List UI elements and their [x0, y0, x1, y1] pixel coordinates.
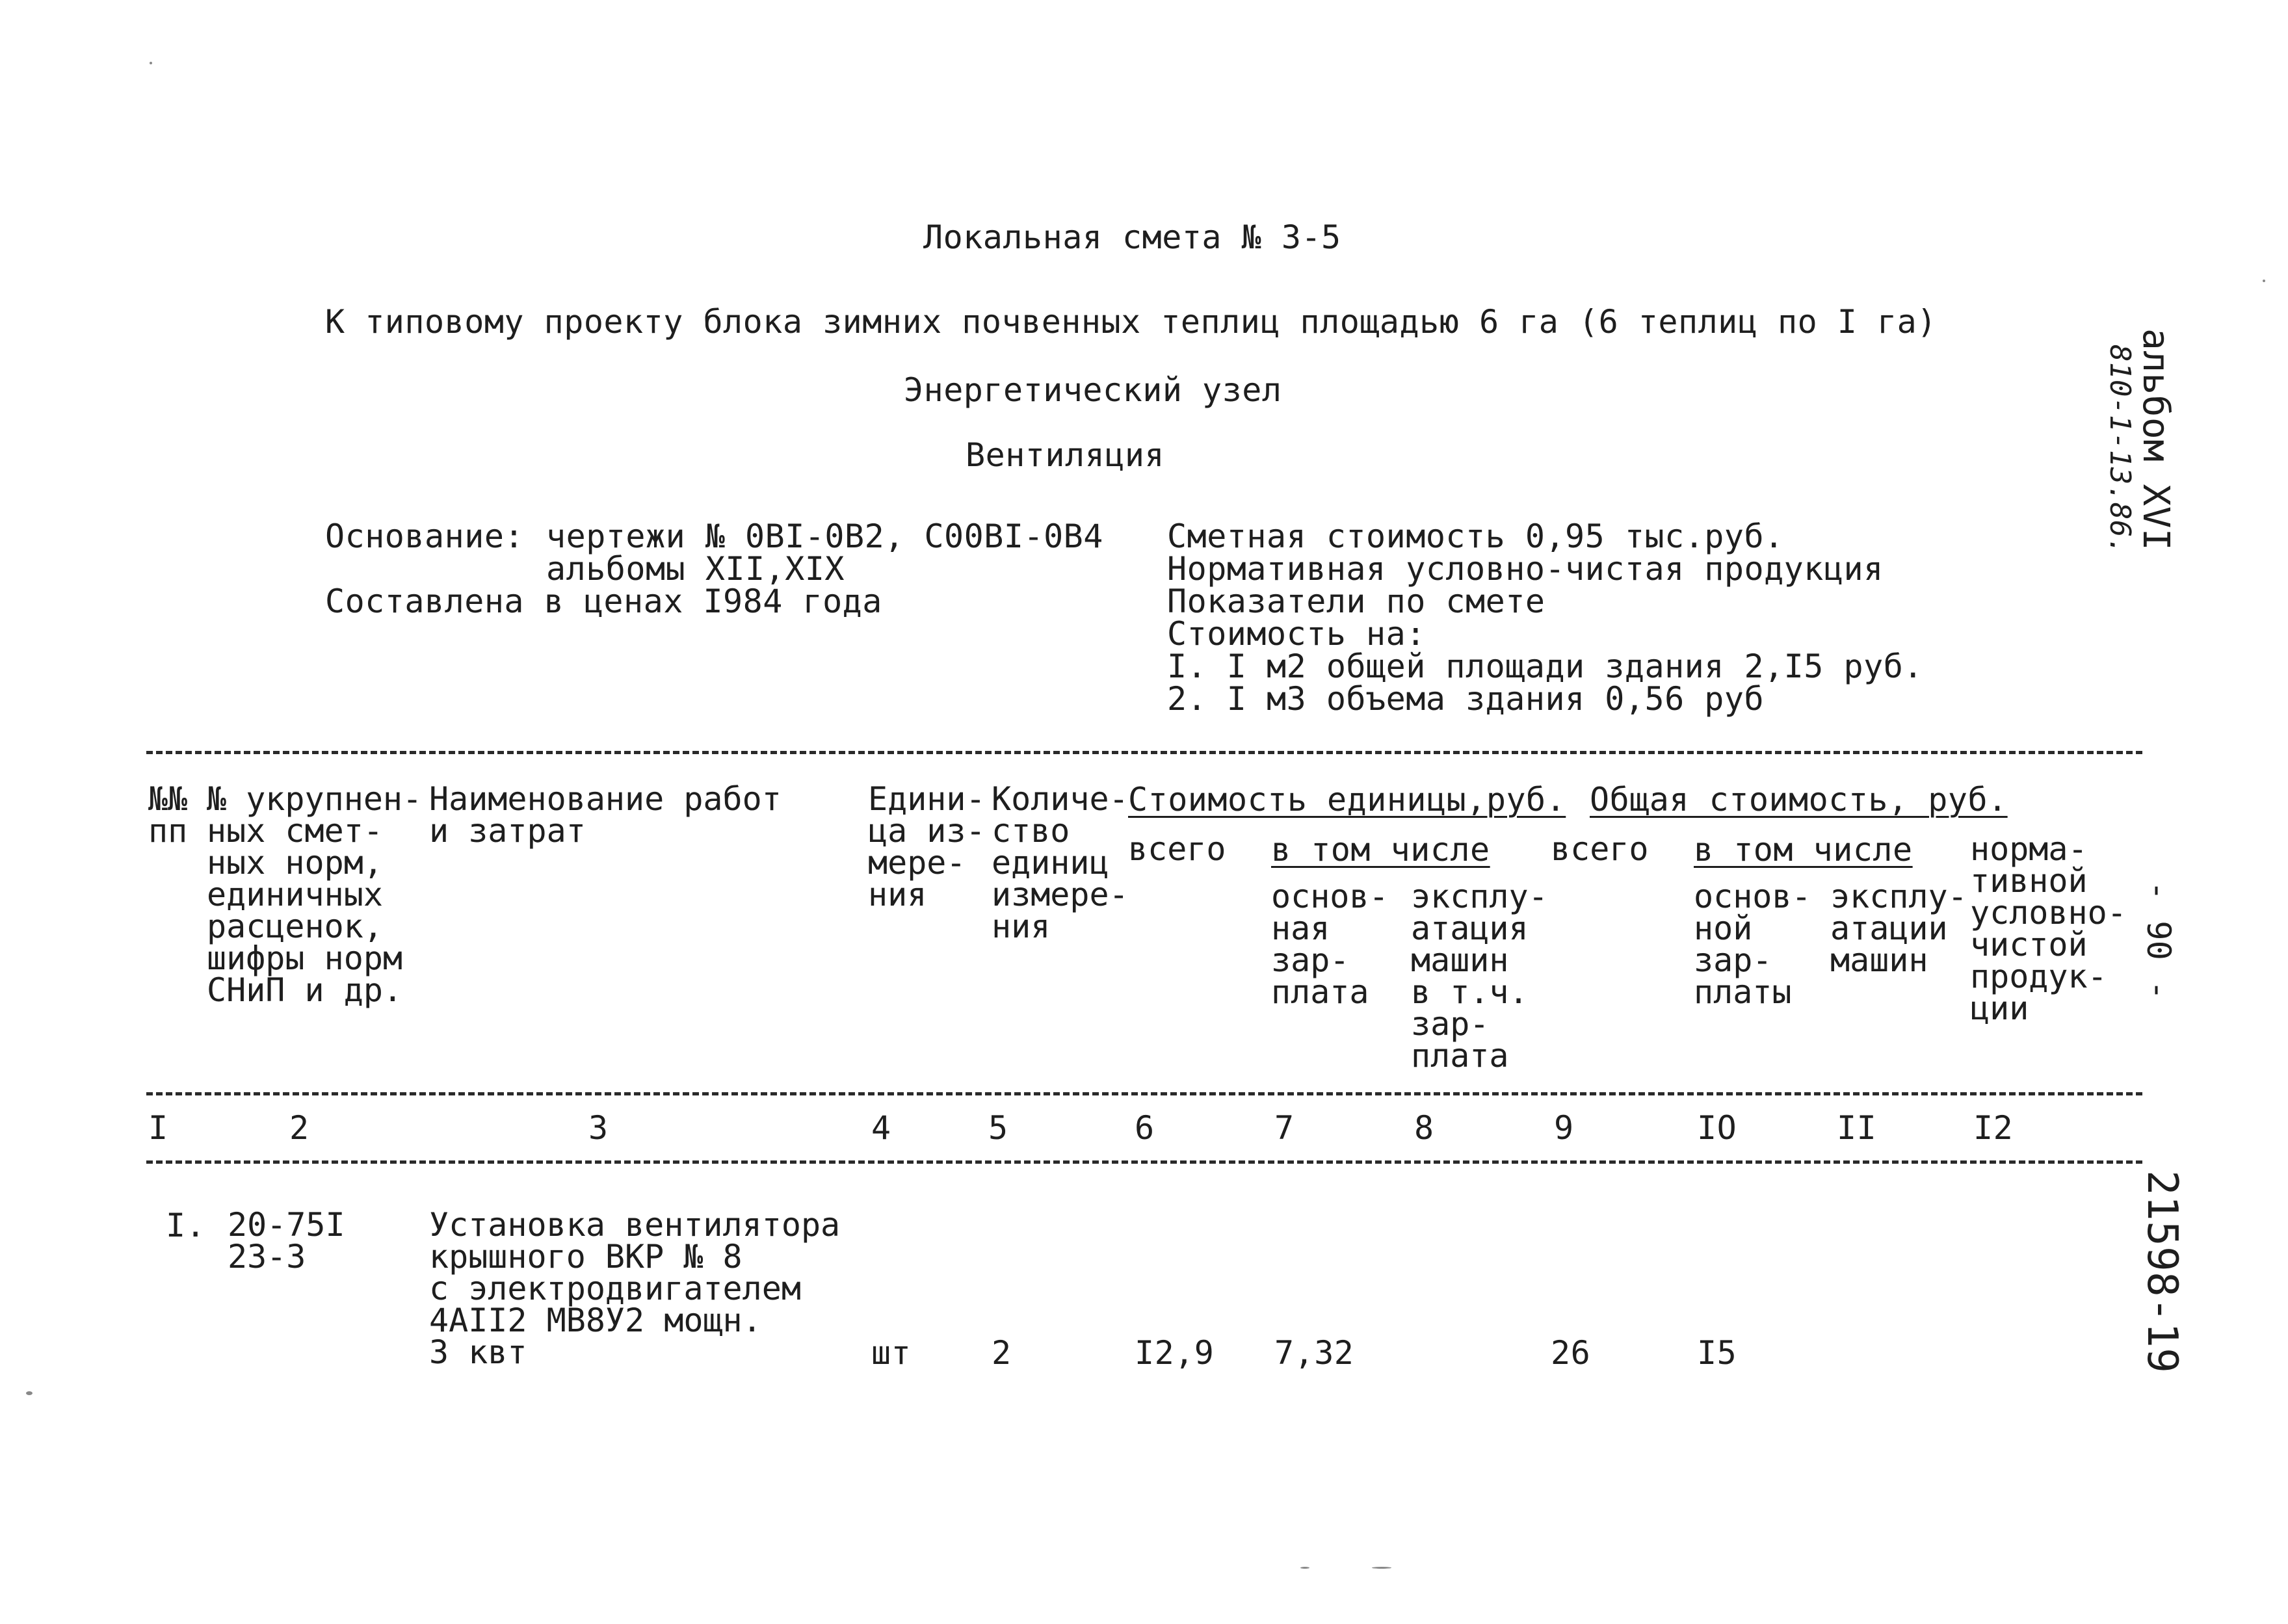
basis-label: Основание: — [325, 517, 525, 555]
column-number: 8 — [1414, 1109, 1434, 1147]
row-unit: шт — [871, 1334, 912, 1372]
column-number: 4 — [871, 1109, 891, 1147]
row-name: Установка вентилятора крышного ВКР № 8 с электродвигателем 4AII2 MB8У2 мощн. 3 квт — [429, 1206, 841, 1371]
subsection-title: Вентиляция — [966, 436, 1165, 474]
header-col-qty: Количе- ство единиц измере- ния — [992, 780, 1129, 945]
column-number: 3 — [588, 1109, 609, 1147]
document-title: Локальная смета № 3-5 — [923, 218, 1341, 256]
album-label: альбом XVI — [2135, 328, 2177, 551]
row-total: 26 — [1551, 1334, 1591, 1372]
header-col-net-product: норма- тивной условно- чистой продук- ции — [1970, 830, 2127, 1027]
basis-drawings: чертежи № 0BI-0B2, C00BI-0B4 — [546, 517, 1103, 555]
header-col-total-wage: основ- ной зар- платы — [1694, 878, 1811, 1011]
header-col-total: всего — [1551, 830, 1649, 868]
header-col-name: Наименование работ и затрат — [429, 780, 782, 850]
column-number: 5 — [988, 1109, 1008, 1147]
header-col-code: № укрупнен- ных смет- ных норм, единичных расценок, шифры норм СНиП и др. — [207, 780, 423, 1009]
section-title: Энергетический узел — [904, 371, 1282, 409]
row-unit-wage: 7,32 — [1274, 1334, 1354, 1372]
header-col-unit-total: всего — [1128, 830, 1226, 868]
column-number: II — [1837, 1109, 1877, 1147]
cost-per-m2: I. I м2 общей площади здания 2,I5 руб. — [1167, 648, 1923, 685]
header-group-incl-2: в том числе — [1694, 831, 1913, 869]
scan-speck — [150, 62, 152, 64]
row-number: I. — [166, 1207, 206, 1244]
row-unit-total: I2,9 — [1135, 1334, 1215, 1372]
net-product-label: Нормативная условно-чистая продукция — [1167, 550, 1884, 588]
row-qty: 2 — [992, 1334, 1012, 1372]
row-code: 20-75I 23-3 — [228, 1206, 345, 1276]
scan-speck — [1372, 1567, 1391, 1569]
estimated-cost: Сметная стоимость 0,95 тыс.руб. — [1167, 517, 1784, 555]
scan-speck — [1300, 1567, 1309, 1569]
page-number: - 90 - — [2140, 881, 2177, 1001]
cost-per-label: Стоимость на: — [1167, 615, 1426, 653]
column-numbers-rule — [146, 1160, 2142, 1164]
project-description: К типовому проекту блока зимних почвенных теплиц площадью 6 га (6 теплиц по I га) — [325, 303, 1937, 341]
table-top-rule — [146, 751, 2142, 754]
prices-year: Составлена в ценах I984 года — [325, 583, 882, 620]
column-number: 7 — [1274, 1109, 1295, 1147]
header-col-unit-wage: основ- ная зар- плата — [1271, 878, 1389, 1011]
header-col-unit: Едини- ца из- мере- ния — [868, 780, 986, 913]
column-number: 9 — [1554, 1109, 1574, 1147]
column-number: IO — [1697, 1109, 1737, 1147]
series-label: 810-1-13.86. — [2103, 345, 2137, 555]
column-number: 6 — [1135, 1109, 1155, 1147]
column-number: I — [148, 1109, 168, 1147]
header-group-unit-cost: Стоимость единицы,руб. — [1128, 781, 1566, 819]
header-bottom-rule — [146, 1092, 2142, 1095]
column-number: I2 — [1973, 1109, 2014, 1147]
header-group-incl-1: в том числе — [1271, 831, 1490, 869]
column-number: 2 — [289, 1109, 309, 1147]
header-col-total-machine: эксплу- атации машин — [1830, 878, 1967, 979]
row-total-wage: I5 — [1697, 1334, 1737, 1372]
header-col-num: №№ пп — [148, 780, 188, 850]
archive-code: 21598-19 — [2138, 1170, 2186, 1374]
basis-albums: альбомы XII,XIX — [546, 550, 845, 588]
cost-per-m3: 2. I м3 объема здания 0,56 руб — [1167, 680, 1765, 718]
scan-speck — [26, 1391, 33, 1395]
header-col-unit-machine: эксплу- атация машин в т.ч. зар- плата — [1411, 878, 1548, 1075]
indicators-label: Показатели по смете — [1167, 583, 1545, 620]
header-group-total-cost: Общая стоимость, руб. — [1590, 781, 2008, 819]
scan-speck — [2263, 280, 2265, 282]
